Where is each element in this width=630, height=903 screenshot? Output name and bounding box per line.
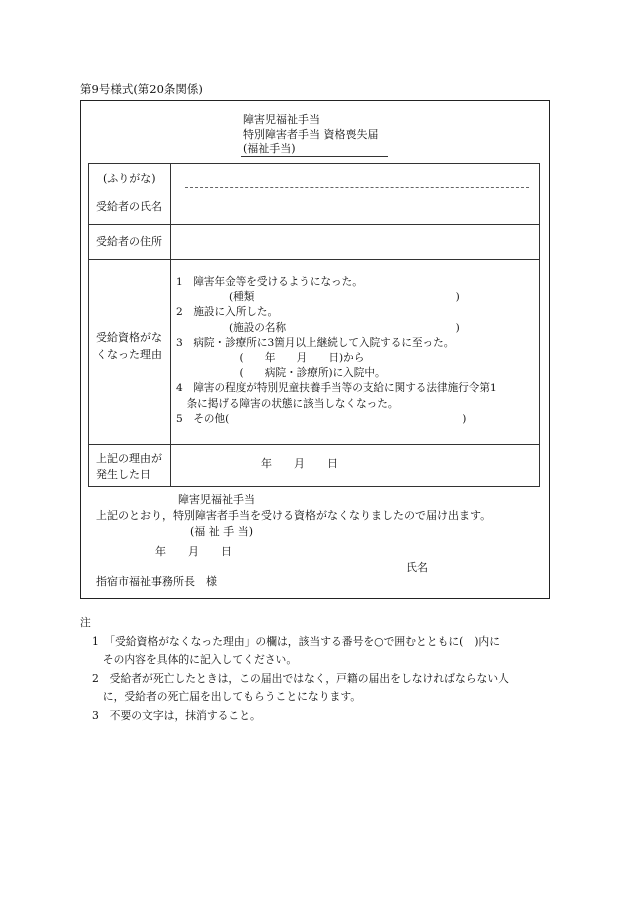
- declaration-line-3: (福 祉 手 当): [190, 525, 254, 538]
- occurrence-date-label-line-2: 発生した日: [96, 467, 151, 481]
- reason-item-2: 2 施設に入所した。: [176, 306, 279, 319]
- note-item-1: 1 「受給資格がなくなった理由」の欄は，該当する番号を○で囲むとともに( )内に: [92, 634, 500, 648]
- reason-item-3: 3 病院・診療所に3箇月以上継続して入院するに至った。: [176, 336, 455, 349]
- reason-item-3-from-date: ( 年 月 日)から: [176, 352, 365, 365]
- row-divider-2: [89, 259, 539, 260]
- notes-list: [80, 633, 509, 726]
- reason-label: [89, 330, 170, 363]
- declaration-line-2: 上記のとおり，特別障害者手当を受ける資格がなくなりましたので届け出ます。: [96, 509, 492, 522]
- reason-list: [176, 275, 497, 427]
- note-item-2: 2 受給者が死亡したときは，この届出ではなく，戸籍の届出をしなければならない人: [92, 671, 509, 685]
- form-title: [243, 113, 379, 157]
- reason-label-line-1: 受給資格がな: [96, 331, 162, 344]
- title-line-1: 障害児福祉手当: [243, 113, 320, 126]
- reason-item-1-type: (種類 ): [176, 291, 460, 304]
- notes-heading: 注: [80, 616, 91, 629]
- form-number-label: 第9号様式(第20条関係): [80, 82, 203, 96]
- applicant-name-label: 氏名: [406, 561, 428, 574]
- furigana-label: (ふりがな): [103, 172, 156, 185]
- addressee: 指宿市福祉事務所長 様: [96, 575, 217, 588]
- declaration-date[interactable]: 年 月 日: [155, 545, 232, 558]
- reason-item-3-hospital: ( 病院・診療所)に入院中。: [176, 367, 386, 380]
- declaration-line-1: 障害児福祉手当: [178, 493, 255, 506]
- recipient-name-label: 受給者の氏名: [96, 200, 162, 213]
- occurrence-date-value[interactable]: 年 月 日: [261, 457, 338, 470]
- note-item-3: 3 不要の文字は，抹消すること。: [92, 708, 261, 722]
- reason-item-4: 4 障害の程度が特別児童扶養手当等の支給に関する法律施行令第1: [176, 382, 497, 395]
- row-divider-3: [89, 444, 539, 445]
- reason-label-line-2: くなった理由: [96, 347, 162, 361]
- title-underline: [241, 156, 388, 157]
- occurrence-date-label-line-1: 上記の理由が: [96, 452, 162, 465]
- recipient-name-field[interactable]: [171, 164, 539, 224]
- reason-item-1: 1 障害年金等を受けるようになった。: [176, 276, 363, 288]
- title-line-3: (福祉手当): [243, 142, 296, 155]
- reason-item-5: 5 その他( ): [176, 412, 467, 425]
- reason-item-2-facility: (施設の名称 ): [176, 321, 460, 334]
- recipient-address-label: 受給者の住所: [96, 235, 162, 248]
- recipient-address-field[interactable]: [171, 225, 539, 259]
- occurrence-date-label: [89, 451, 170, 482]
- reason-item-4-cont: 条に掲げる障害の状態に該当しなくなった。: [176, 397, 399, 410]
- title-line-2: 特別障害者手当 資格喪失届: [243, 127, 379, 141]
- notes-section: [80, 614, 509, 726]
- note-item-1-cont: その内容を具体的に記入してください。: [92, 653, 298, 667]
- note-item-2-cont: に，受給者の死亡届を出してもらうことになります。: [92, 690, 362, 704]
